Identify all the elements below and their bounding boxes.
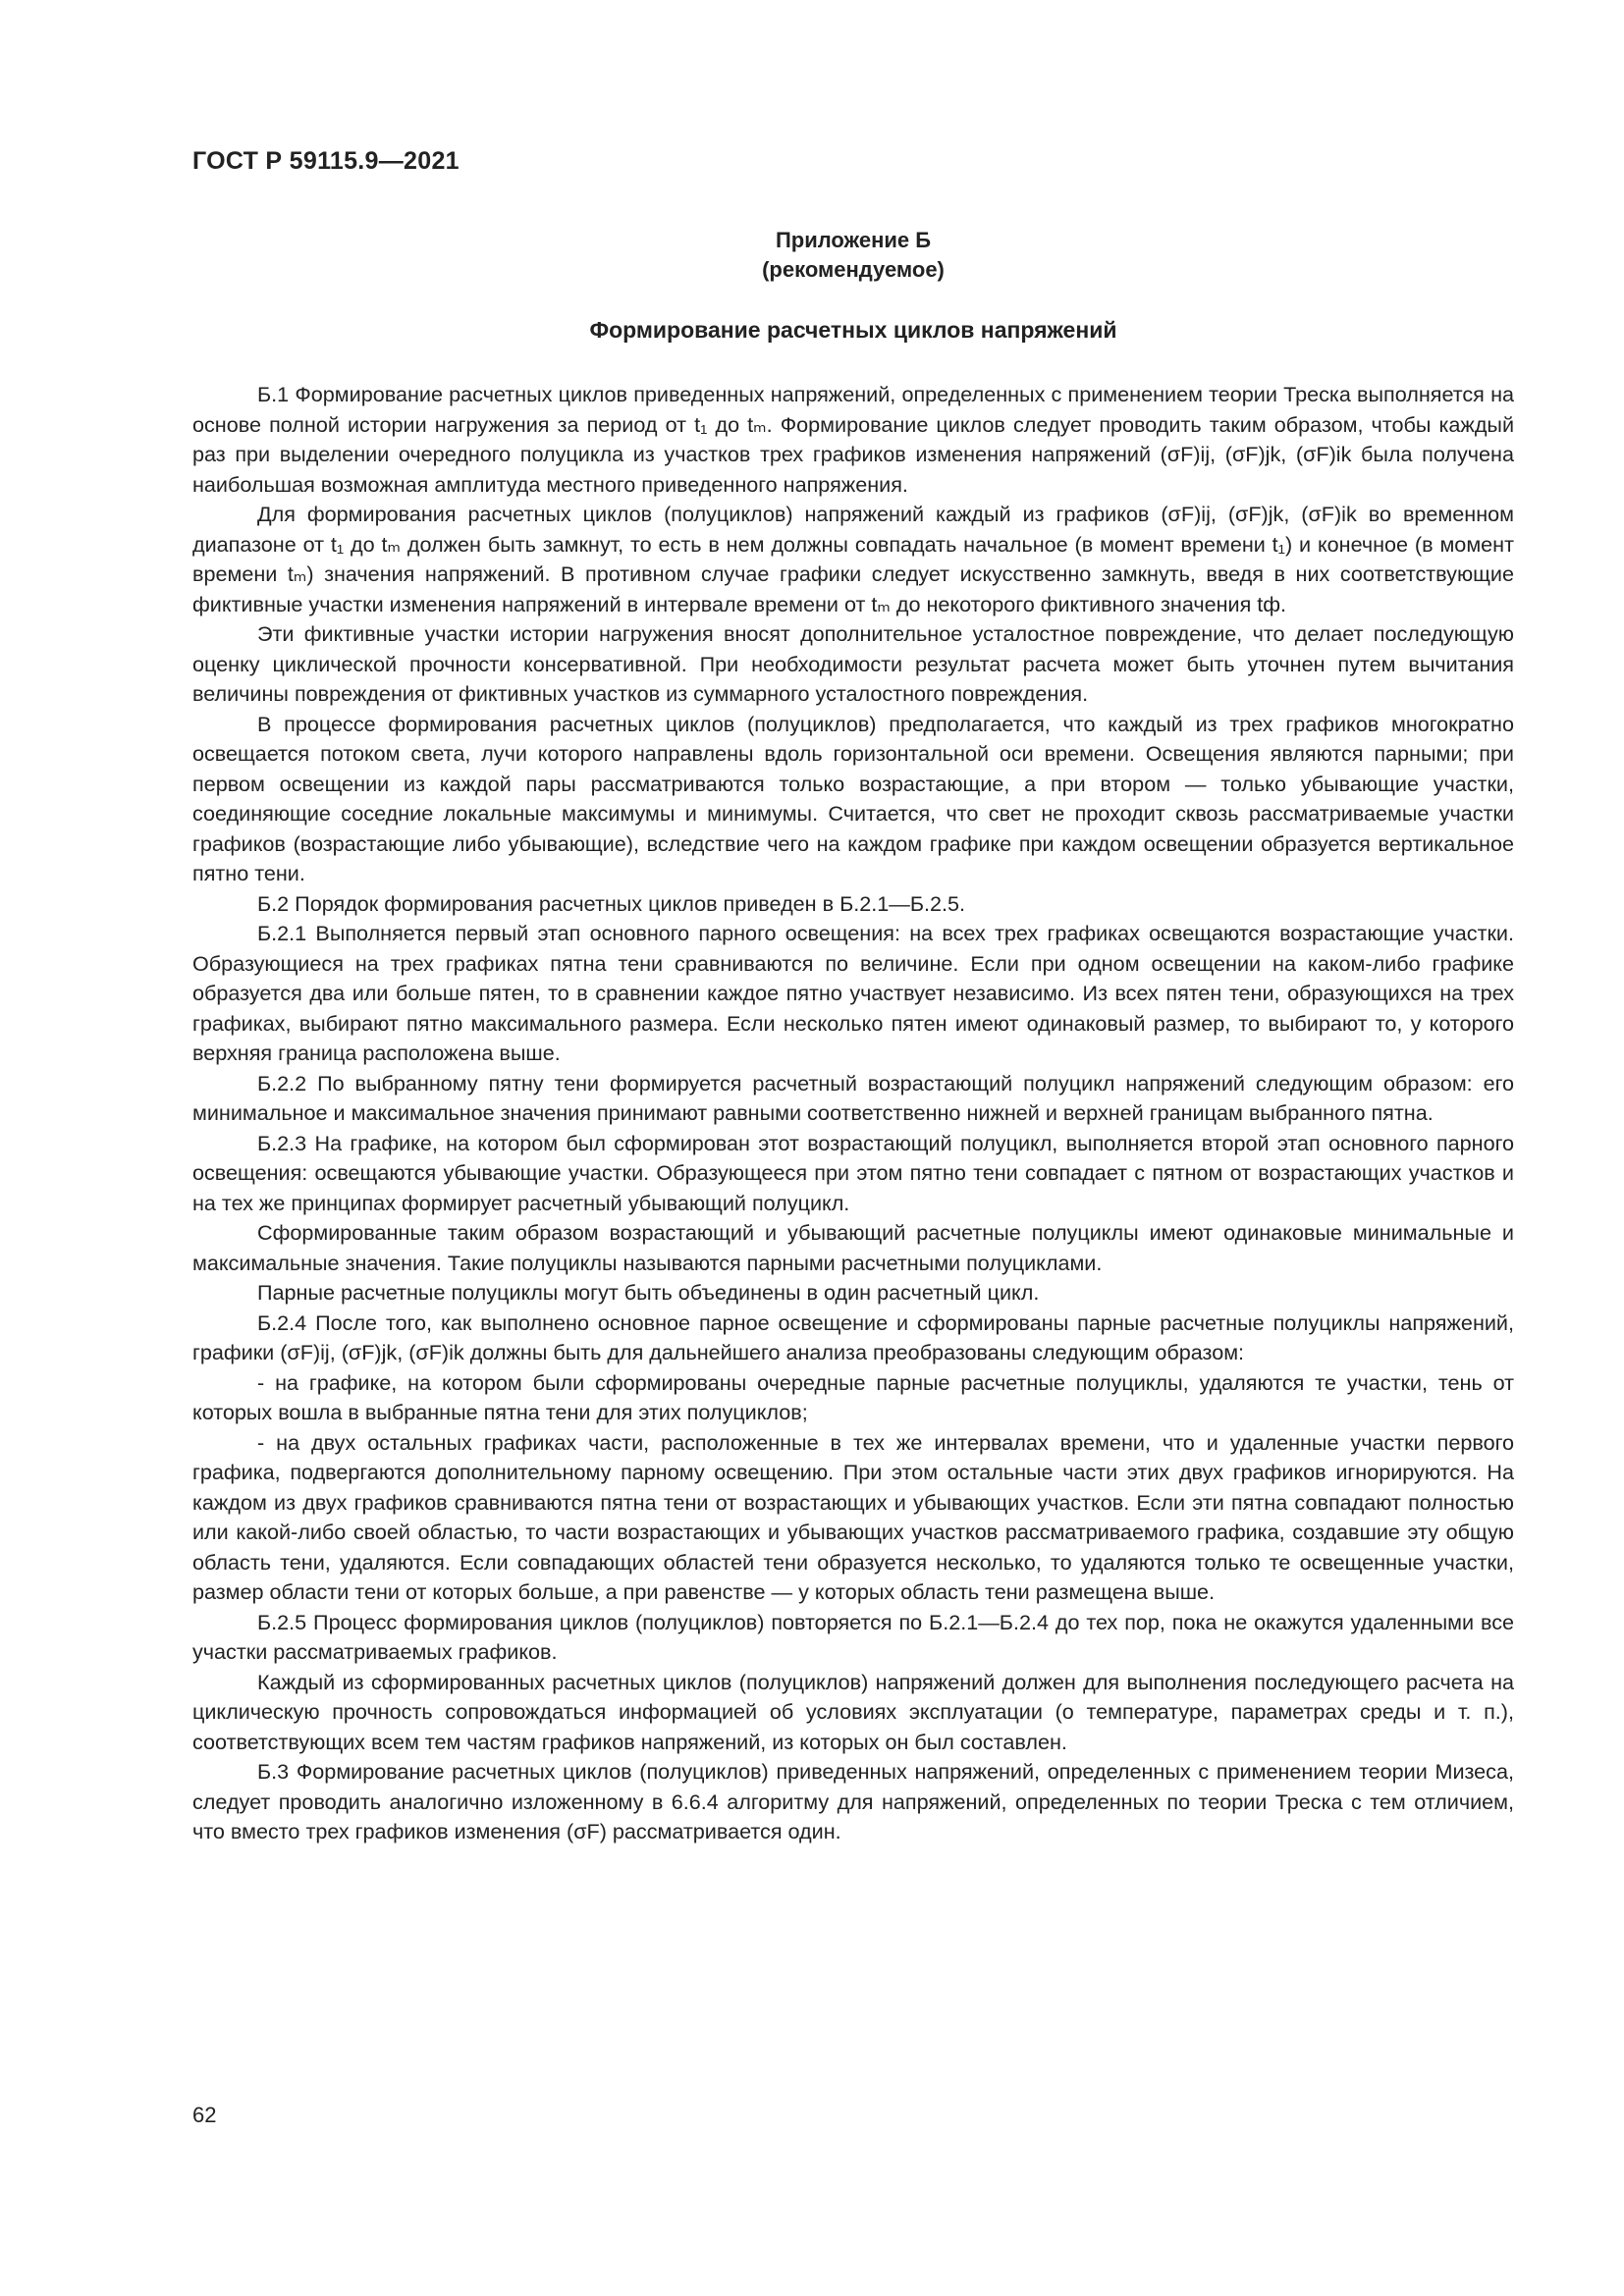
paragraph-fictive: Эти фиктивные участки истории нагружения вносят дополнительное усталостное повреждение, что делает последующую оценку циклической прочности консервативной. При необходимости результат расчета может быть уточнен путем вычитания величины повреждения от фиктивных участков из суммарного усталостного повреждения. <box>192 621 1514 706</box>
section-title: Формирование расчетных циклов напряжений <box>589 317 1117 343</box>
page-number: 62 <box>192 2103 217 2127</box>
paragraph-b2-3: Б.2.3 На графике, на котором был сформирован этот возрастающий полуцикл, выполняется второй этап основного парного освещения: освещаются убывающие участки. Образующееся при этом пятно тени совпадает с пятном от возрастающих участков и на тех же принципах формирует расчетный убывающий полуцикл. <box>192 1130 1514 1215</box>
paragraph-b2-4: Б.2.4 После того, как выполнено основное парное освещение и сформированы парные расчетные полуциклы напряжений, графики (σF)ij, (σF)jk, (σF)ik должны быть для дальнейшего анализа преобразованы следующим образом: <box>192 1309 1514 1364</box>
paragraph-cycle: Парные расчетные полуциклы могут быть объединены в один расчетный цикл. <box>257 1280 1040 1305</box>
paragraph-b3: Б.3 Формирование расчетных циклов (полуциклов) приведенных напряжений, определенных с применением теории Мизеса, следует проводить аналогично изложенному в 6.6.4 алгоритму для напряжений, определенных по теории Треска с тем отличием, что вместо трех графиков изменения (σF) рассматривается один. <box>192 1759 1514 1843</box>
paragraph-paired: Сформированные таким образом возрастающий и убывающий расчетные полуциклы имеют одинаковые минимальные и максимальные значения. Такие полуциклы называются парными расчетными полуциклами. <box>192 1220 1514 1275</box>
document-code: ГОСТ Р 59115.9—2021 <box>192 147 460 175</box>
paragraph-conditions: Каждый из сформированных расчетных циклов (полуциклов) напряжений должен для выполнения последующего расчета на циклическую прочность сопровождаться информацией об условиях эксплуатации (о температуре, параметрах среды и т. п.), соответствующих всем тем частям графиков напряжений, из которых он был составлен. <box>192 1669 1514 1754</box>
paragraph-b2: Б.2 Порядок формирования расчетных циклов приведен в Б.2.1—Б.2.5. <box>257 890 966 916</box>
paragraph-b2-1: Б.2.1 Выполняется первый этап основного парного освещения: на всех трех графиках освещаются возрастающие участки. Образующиеся на трех графиках пятна тени сравниваются по величине. Если при одном освещении на каком-либо графике образуется два или больше пятен, то в сравнении каждое пятно участвует независимо. Из всех пятен тени, образующихся на трех графиках, выбирают пятно максимального размера. Если несколько пятен имеют одинаковый размер, то выбирают то, у которого верхняя граница расположена выше. <box>192 921 1514 1065</box>
appendix-status: (рекомендуемое) <box>762 257 945 282</box>
appendix-title: Приложение Б <box>775 228 932 252</box>
paragraph-list-item-1: - на графике, на котором были сформированы очередные парные расчетные полуциклы, удаляются те участки, тень от которых вошла в выбранные пятна тени для этих полуциклов; <box>192 1369 1514 1424</box>
body-text <box>192 380 1514 1847</box>
paragraph-b1: Б.1 Формирование расчетных циклов приведенных напряжений, определенных с применением теории Треска выполняется на основе полной истории нагружения за период от t₁ до tₘ. Формирование циклов следует проводить таким образом, чтобы каждый раз при выделении очередного полуцикла из участков трех графиков изменения напряжений (σF)ij, (σF)jk, (σF)ik была получена наибольшая возможная амплитуда местного приведенного напряжения. <box>192 382 1514 497</box>
paragraph-b2-5: Б.2.5 Процесс формирования циклов (полуциклов) повторяется по Б.2.1—Б.2.4 до тех пор, пока не окажутся удаленными все участки рассматриваемых графиков. <box>192 1609 1514 1664</box>
paragraph-illumination: В процессе формирования расчетных циклов (полуциклов) предполагается, что каждый из трех графиков многократно освещается потоком света, лучи которого направлены вдоль горизонтальной оси времени. Освещения являются парными; при первом освещении из каждой пары рассматриваются только возрастающие, а при втором — только убывающие участки, соединяющие соседние локальные максимумы и минимумы. Считается, что свет не проходит сквозь рассматриваемые участки графиков (возрастающие либо убывающие), вследствие чего на каждом графике при каждом освещении образуется вертикальное пятно тени. <box>192 711 1514 885</box>
paragraph-closure: Для формирования расчетных циклов (полуциклов) напряжений каждый из графиков (σF)ij, (σF)jk, (σF)ik во временном диапазоне от t₁ до tₘ должен быть замкнут, то есть в нем должны совпадать начальное (в момент времени t₁) и конечное (в момент времени tₘ) значения напряжений. В противном случае графики следует искусственно замкнуть, введя в них соответствующие фиктивные участки изменения напряжений в интервале времени от tₘ до некоторого фиктивного значения tф. <box>192 502 1514 616</box>
paragraph-list-item-2: - на двух остальных графиках части, расположенные в тех же интервалах времени, что и удаленные участки первого графика, подвергаются дополнительному парному освещению. При этом остальные части этих двух графиков игнорируются. На каждом из двух графиков сравниваются пятна тени от возрастающих и убывающих участков. Если эти пятна совпадают полностью или какой-либо своей областью, то части возрастающих и убывающих участков рассматриваемого графика, создавшие эту общую область тени, удаляются. Если совпадающих областей тени образуется несколько, то удаляются только те освещенные участки, размер области тени от которых больше, а при равенстве — у которых область тени размещена выше. <box>192 1429 1514 1604</box>
paragraph-b2-2: Б.2.2 По выбранному пятну тени формируется расчетный возрастающий полуцикл напряжений следующим образом: его минимальное и максимальное значения принимают равными соответственно нижней и верхней границам выбранного пятна. <box>192 1070 1514 1125</box>
